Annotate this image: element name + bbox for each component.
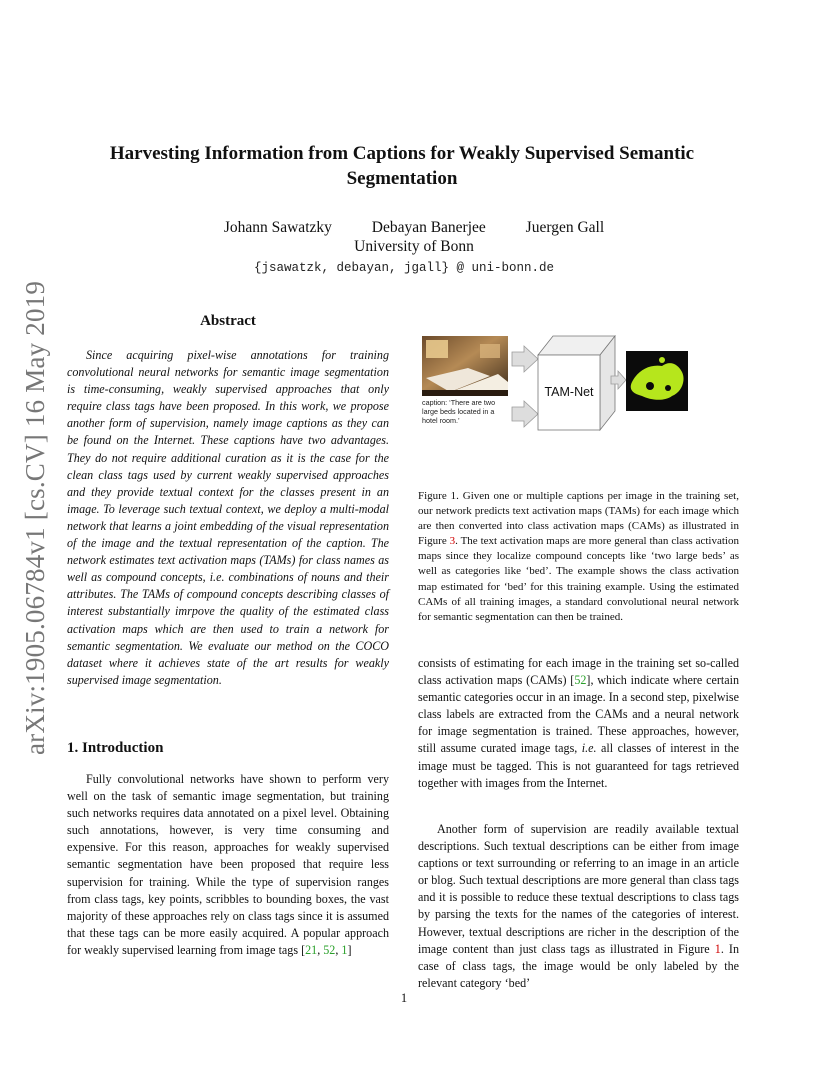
author-emails: {jsawatzk, debayan, jgall} @ uni-bonn.de [253, 261, 555, 275]
citation-link[interactable]: 52 [574, 673, 587, 688]
input-arrows [512, 346, 538, 427]
class-activation-map [626, 351, 688, 411]
body-paragraph [418, 655, 739, 792]
figure-1-caption [418, 489, 739, 625]
caption-text: . The text activation maps are more general than class activation maps since they localize compound concepts like ‘two large beds’ as well as categories like ‘bed’. The example shows the class activation map estimated for ‘bed’ for this training example. Using the estimated CAMs of all training images, a standard convolutional neural network for semantic segmentation can then be trained. [418, 535, 739, 623]
figure-reference-link[interactable]: 3 [449, 535, 456, 548]
caption-box [422, 398, 510, 432]
arxiv-stamp: arXiv:1905.06784v1 [cs.CV] 16 May 2019 [20, 280, 50, 755]
figure-1 [420, 330, 738, 440]
paragraph-text: ], which indicate where certain semantic categories occur in an image. In a second step, pixelwise class labels are extracted from the CAMs and a neural network for image segmentation is trained. These approaches, however, still assume curated image tags, [418, 673, 740, 756]
caption-text: caption: ‘There are two large beds located in a hotel room.’ [422, 398, 496, 426]
author-name: Debayan Banerjee [371, 219, 486, 236]
body-paragraph [418, 821, 739, 992]
figure-1-diagram [420, 330, 738, 440]
tam-net-cube [538, 336, 615, 430]
paragraph-text: . In case of class tags, the image would be only labeled by the relevant category ‘bed’ [418, 941, 740, 990]
abstract-heading: Abstract [200, 313, 256, 329]
hotel-room-photo [422, 336, 508, 396]
citation-link[interactable]: 1 [341, 942, 348, 957]
paragraph-text: ] [347, 942, 352, 957]
paragraph-text: consists of estimating for each image in the training set so-called class activation maps (CAMs) [ [418, 656, 739, 688]
introduction-heading: 1. Introduction [67, 740, 164, 756]
author-list [0, 219, 828, 237]
caption-text: Figure 1. Given one or multiple captions per image in the training set, our network predicts text activation maps (TAMs) for each image which are then converted into class activation maps (CAMs) as illustrated in Figure [418, 490, 739, 548]
paragraph-text: Another form of supervision are readily available textual descriptions. Such textual descriptions can be either from image captions or text surrounding or referring to an image in an article or blog. Such textual descriptions are more general than class tags and it is possible to reduce these textual descriptions to class tags by parsing the texts for the names of the categories of interest. However, textual descriptions are richer in the description of the image content than just class tags as illustrated in Figure [418, 822, 739, 956]
figure-reference-link[interactable]: 1 [714, 941, 721, 956]
author-name: Juergen Gall [525, 219, 605, 236]
paragraph-text: i.e. [581, 741, 597, 756]
affiliation: University of Bonn [354, 238, 474, 255]
abstract-text: Since acquiring pixel-wise annotations for training convolutional neural networks for semantic image segmentation is time-consuming, weakly supervised approaches that only require class tags have been proposed. In this work, we propose another form of supervision, namely image captions as they can be found on the Internet. These captions have two advantages. They do not require additional curation as it is the case for the clean class tags used by current weakly supervised approaches and they provide textual context for the classes present in an image. To leverage such textual context, we deploy a multi-modal network that learns a joint embedding of the visual representation of the image and the textual representation of the caption. The network estimates text activation maps (TAMs) for class names as well as compound concepts, i.e. combinations of nouns and their attributes. The TAMs of compound concepts describing classes of interest substantially imrpove the quality of the estimated class activation maps which are then used to train a network for semantic segmentation. We evaluate our method on the COCO dataset where it achieves state of the art results for weakly supervised image segmentation. [67, 348, 389, 687]
citation-link[interactable]: 21 [305, 942, 318, 957]
paragraph-text: Fully convolutional networks have shown to perform very well on the task of semantic image segmentation, but training such networks requires data annotated on a pixel level. Obtaining such annotations, however, is very time consuming and expensive. For this reason, approaches for weakly supervised semantic segmentation have been proposed that require less supervision for training. While the type of supervision ranges from class tags, key points, scribbles to bounding boxes, the vast majority of these approaches rely on class tags since it is assumed that these tags can be more easily acquired. A popular approach for weakly supervised learning from image tags [ [67, 772, 389, 957]
citation-link[interactable]: 52 [323, 942, 336, 957]
author-name: Johann Sawatzky [223, 219, 332, 236]
paper-title: Harvesting Information from Captions for Weakly Supervised Semantic Segmentation [109, 143, 695, 189]
introduction-paragraph: Fully convolutional networks have shown to perform very well on the task of semantic image segmentation, but training such networks requires data annotated on a pixel level. Obtaining such annotations, however, is very time consuming and expensive. For this reason, approaches for weakly supervised semantic segmentation have been proposed that require less supervision for training. While the type of supervision ranges from class tags, key points, scribbles to bounding boxes, the vast majority of these approaches rely on class tags since it is assumed that these tags can be more easily acquired. A popular approach for weakly supervised learning from image tags [21, 52, 1] [67, 772, 389, 957]
paragraph-text: all classes of interest in the image must be tagged. This is not guaranteed for tags retrieved together with images from the Internet. [418, 741, 739, 790]
network-label: TAM-Net [544, 385, 594, 399]
page-number: 1 [400, 991, 408, 1005]
